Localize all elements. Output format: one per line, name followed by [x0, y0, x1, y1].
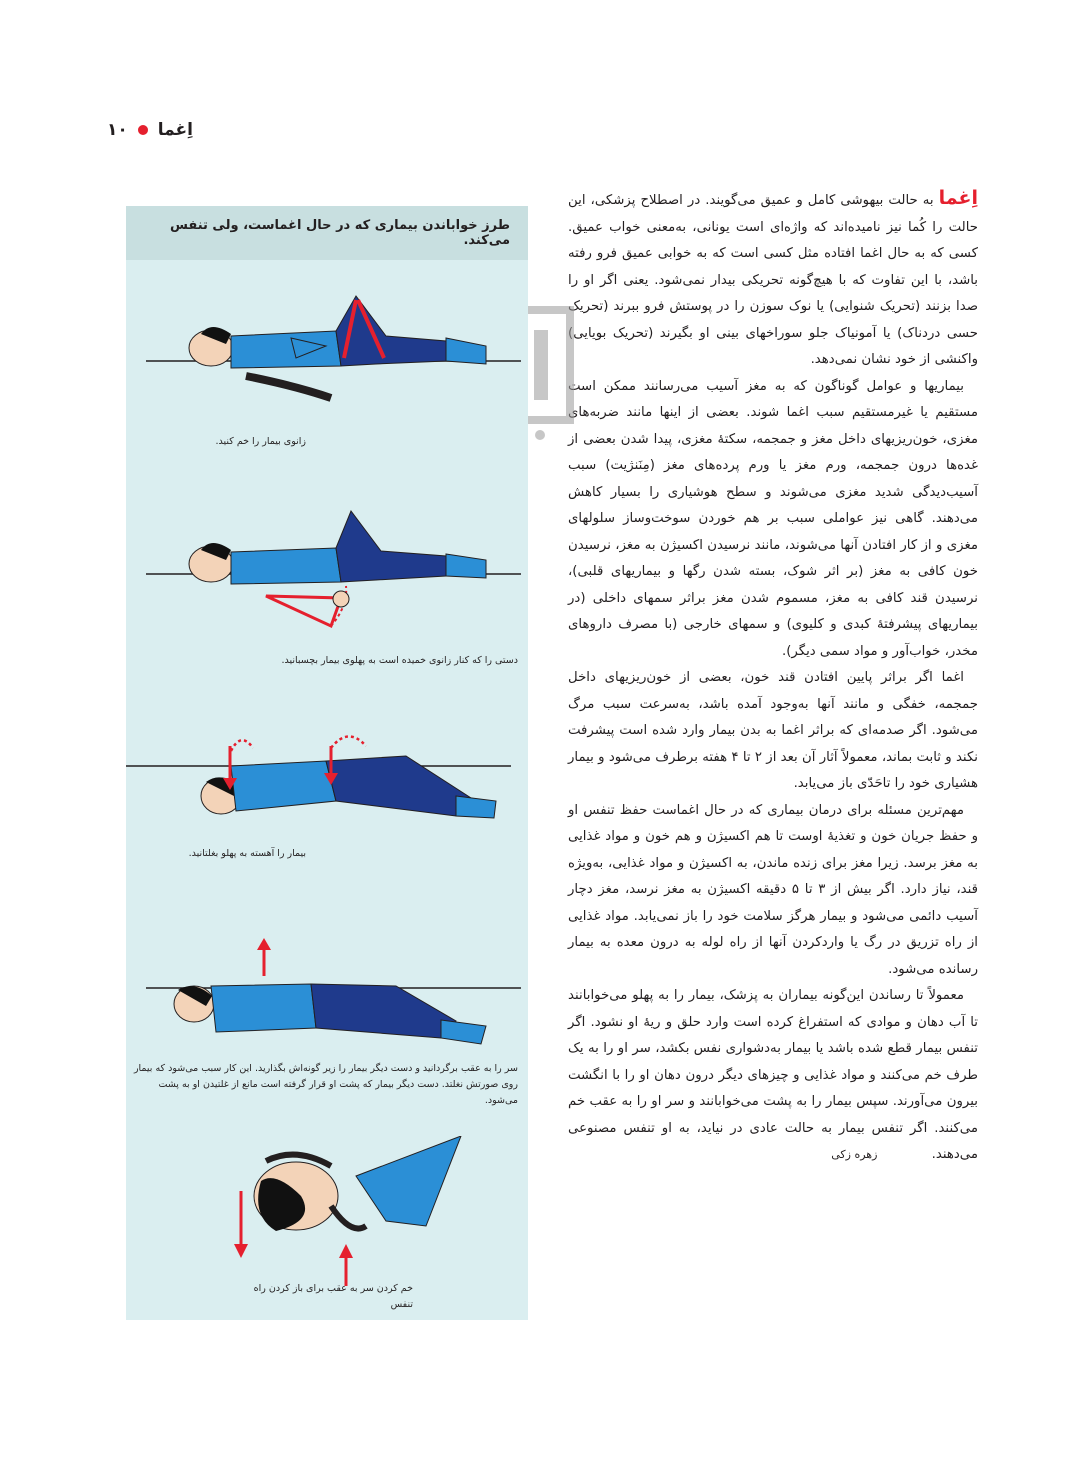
- figure-hand-under-cheek: [126, 936, 528, 1056]
- figure-roll-to-side: [126, 716, 528, 846]
- article-paragraph-1: [568, 185, 978, 374]
- paragraph-text-1: به حالت بیهوشی کامل و عمیق می‌گویند. در اصطلاح پزشکی، این حالت را کُما نیز نامیده‌اند که واژه‌ای است یونانی، به‌معنی خواب عمیق. کسی که به حال اغما افتاده مثل کسی است که به خوابی عمیق فرو رفته باشد، با این تفاوت که با هیچ‌گونه تحریکی بیدار نمی‌شود. یعنی اگر او را صدا بزنند (تحریک شنوایی) یا نوک سوزن را در پوستش فرو ببرند (تحریک حسی دردناک) یا آمونیاک جلو سوراخهای بینی او بگیرند (تحریک بویایی) واکنشی از خود نشان نمی‌دهد.: [568, 193, 978, 367]
- page-number: ۱۰: [107, 120, 128, 140]
- article-paragraph-5: [568, 983, 978, 1169]
- paragraph-text-5: معمولاً تا رساندن این‌گونه بیماران به پزشک، بیمار را به پهلو می‌خوابانند تا آب دهان و موادی که استفراغ کرده است وارد حلق و ریهٔ او نشود. اگر تنفس بیمار قطع شده باشد یا بیمار به‌دشواری نفس بکشد، سر او را به یک طرف خم می‌کنند و مواد غذایی و چیزهای دیگر درون دهان او را با انگشت بیرون می‌آورند. سپس بیمار را به پشت می‌خوابانند و سر او را به عقب خم می‌کنند. اگر تنفس بیمار به حالت عادی در نیاید، به او تنفس مصنوعی می‌دهند.: [568, 988, 978, 1162]
- caption-4: سر را به عقب برگردانید و دست دیگر بیمار را زیر گونه‌اش بگذارید. این کار سبب می‌شود که بیمار روی صورتش نغلتد. دست دیگر بیمار که پشت او قرار گرفته است مانع از غلتیدن او به پشت می‌شود.: [133, 1063, 518, 1106]
- caption-1: زانوی بیمار را خم کنید.: [215, 436, 306, 447]
- caption-3: بیمار را آهسته به پهلو بغلتانید.: [188, 848, 306, 859]
- figure-arm-to-side: [126, 496, 528, 646]
- page-header: [107, 120, 193, 140]
- bullet-dot-icon: [138, 125, 148, 135]
- instruction-panel: [126, 206, 528, 1320]
- article-paragraph-4: مهم‌ترین مسئله برای درمان بیماری که در حال اغماست حفظ تنفس او و حفظ جریان خون و تغذیهٔ اوست تا هم اکسیژن و هم خون و مواد غذایی به مغز برسد. زیرا مغز برای زنده ماندن، به اکسیژن و مواد غذایی، به‌ویژه قند، نیاز دارد. اگر بیش از ۳ تا ۵ دقیقه اکسیژن به مغز نرسد، مغز دچار آسیب دائمی می‌شود و بیمار هرگز سلامت خود را باز نمی‌یابد. مواد غذایی از راه تزریق در رگ یا واردکردن آنها از راه لوله به درون معده به بیمار رسانده می‌شود.: [568, 802, 978, 977]
- headword: اِغما: [938, 187, 978, 209]
- caption-2: دستی را که کنار زانوی خمیده است به پهلوی بیمار بچسبانید.: [281, 655, 518, 666]
- article-paragraph-2: بیماریها و عوامل گوناگون که به مغز آسیب می‌رسانند ممکن است مستقیم یا غیرمستقیم سبب اغما شوند. بعضی از اینها مانند ضربه‌های مغزی، خون‌ریزیهای داخل مغز و جمجمه، سکتهٔ مغزی، پیدا شدن بعضی از غده‌ها درون جمجمه، ورم مغز یا ورم پرده‌های مغز (مِنَنژیت) سبب آسیب‌دیدگی شدید مغزی می‌شوند و سطح هوشیاری را بسیار کاهش می‌دهند. گاهی نیز عواملی سبب بر هم خوردن سوخت‌وساز سلولهای مغزی و از کار افتادن آنها می‌شوند، مانند نرسیدن اکسیژن به مغز، نرسیدن خون کافی به مغز (بر اثر شوک، بسته شدن رگها و بیماریهای قلبی)، نرسیدن قند کافی به مغز، مسموم شدن مغز براثر سمهای داخلی (در بیماریهای پیشرفتهٔ کبدی و کلیوی) و سمهای خارجی (با مصرف داروهای مخدر، خواب‌آور و مواد سمی دیگر).: [568, 378, 978, 659]
- figure-head-tilt: [126, 1136, 528, 1286]
- author-signature: زهره زکی: [831, 1148, 878, 1161]
- header-title: اِغما: [157, 120, 193, 140]
- figure-bend-knee: [126, 276, 528, 436]
- panel-title: طرز خواباندن بیماری که در حال اغماست، ولی تنفس می‌کند.: [126, 206, 528, 260]
- article-body: [568, 185, 978, 1169]
- article-paragraph-3: اغما اگر براثر پایین افتادن قند خون، بعضی از خون‌ریزیهای داخل جمجمه، خفگی و مانند آنها به‌وجود آمده باشد، به‌سرعت سبب مرگ می‌شود. اگر صدمه‌ای که براثر اغما به بدن بیمار وارد شده است پیشرفت نکند و ثابت بماند، معمولاً آثار آن بعد از ۲ تا ۴ هفته برطرف می‌شود و بیمار هشیاری خود را تاحَدّی باز می‌یابد.: [568, 670, 978, 791]
- caption-5: خم کردن سر به عقب برای باز کردن راه تنفس: [253, 1283, 413, 1310]
